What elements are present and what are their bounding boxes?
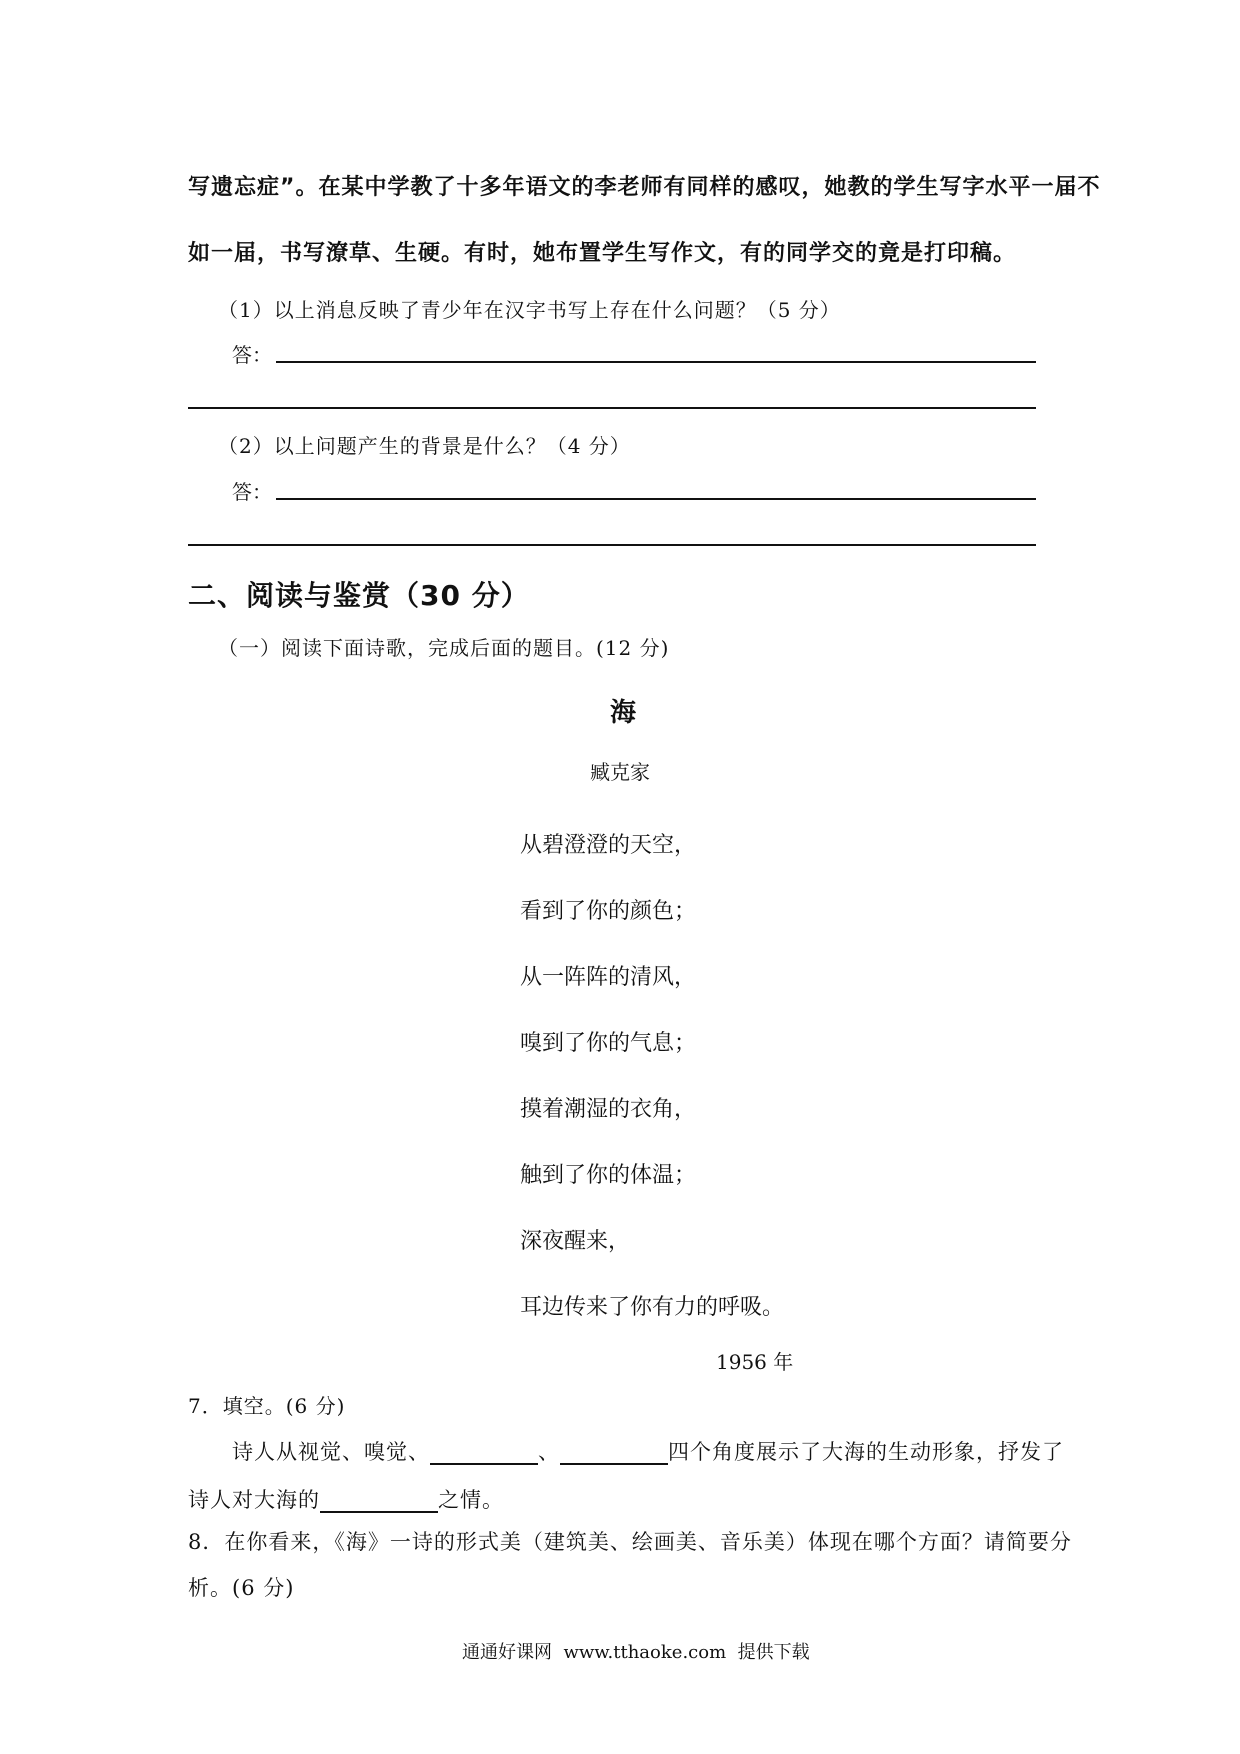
q7-blank-2[interactable]	[560, 1441, 668, 1465]
q7-text-d: 之情。	[438, 1488, 504, 1512]
answer-line-1a[interactable]	[276, 361, 1036, 363]
q8-line-1: 8．在你看来，《海》一诗的形式美（建筑美、绘画美、音乐美）体现在哪个方面？请简要分	[188, 1530, 1072, 1554]
poem-line: 深夜醒来，	[520, 1229, 631, 1254]
answer-label-1: 答：	[232, 343, 272, 367]
poem-author: 臧克家	[590, 760, 650, 784]
question-1: （1）以上消息反映了青少年在汉字书写上存在什么问题？（5 分）	[218, 298, 841, 322]
q7-text-b: 四个角度展示了大海的生动形象，抒发了	[668, 1440, 1064, 1464]
q7-text-c: 诗人对大海的	[188, 1488, 320, 1512]
poem-line: 嗅到了你的气息；	[520, 1031, 697, 1056]
poem-line: 触到了你的体温；	[520, 1163, 697, 1188]
answer-line-2a[interactable]	[276, 498, 1036, 500]
poem-line: 摸着潮湿的衣角，	[520, 1097, 697, 1122]
q7-title: 7．填空。(6 分)	[188, 1394, 346, 1418]
q7-blank-3[interactable]	[320, 1489, 438, 1513]
q7-line-1	[232, 1436, 1064, 1466]
q7-sep: 、	[538, 1440, 560, 1464]
q7-text-a: 诗人从视觉、嗅觉、	[232, 1440, 430, 1464]
section-heading: 二、阅读与鉴赏（30 分）	[188, 579, 530, 612]
answer-line-2b[interactable]	[188, 544, 1036, 546]
answer-line-1b[interactable]	[188, 407, 1036, 409]
q8-line-2: 析。(6 分)	[188, 1576, 295, 1600]
poem-year: 1956 年	[716, 1350, 794, 1374]
q7-blank-1[interactable]	[430, 1441, 538, 1465]
q7-line-2	[188, 1484, 504, 1514]
poem-line: 看到了你的颜色；	[520, 899, 697, 924]
poem-line: 耳边传来了你有力的呼吸。	[520, 1295, 785, 1320]
footer-text: 通通好课网 www.tthaoke.com 提供下载	[462, 1642, 810, 1663]
poem-line: 从一阵阵的清风，	[520, 965, 697, 990]
answer-label-2: 答：	[232, 480, 272, 504]
passage-line-2: 如一届，书写潦草、生硬。有时，她布置学生写作文，有的同学交的竟是打印稿。	[188, 241, 1017, 266]
question-2: （2）以上问题产生的背景是什么？（4 分）	[218, 434, 631, 458]
poem-title: 海	[610, 698, 637, 728]
passage-line-1: 写遗忘症”。在某中学教了十多年语文的李老师有同样的感叹，她教的学生写字水平一届不	[188, 175, 1101, 200]
poem-line: 从碧澄澄的天空，	[520, 833, 697, 858]
section-sub-heading: （一）阅读下面诗歌，完成后面的题目。(12 分)	[218, 636, 670, 660]
